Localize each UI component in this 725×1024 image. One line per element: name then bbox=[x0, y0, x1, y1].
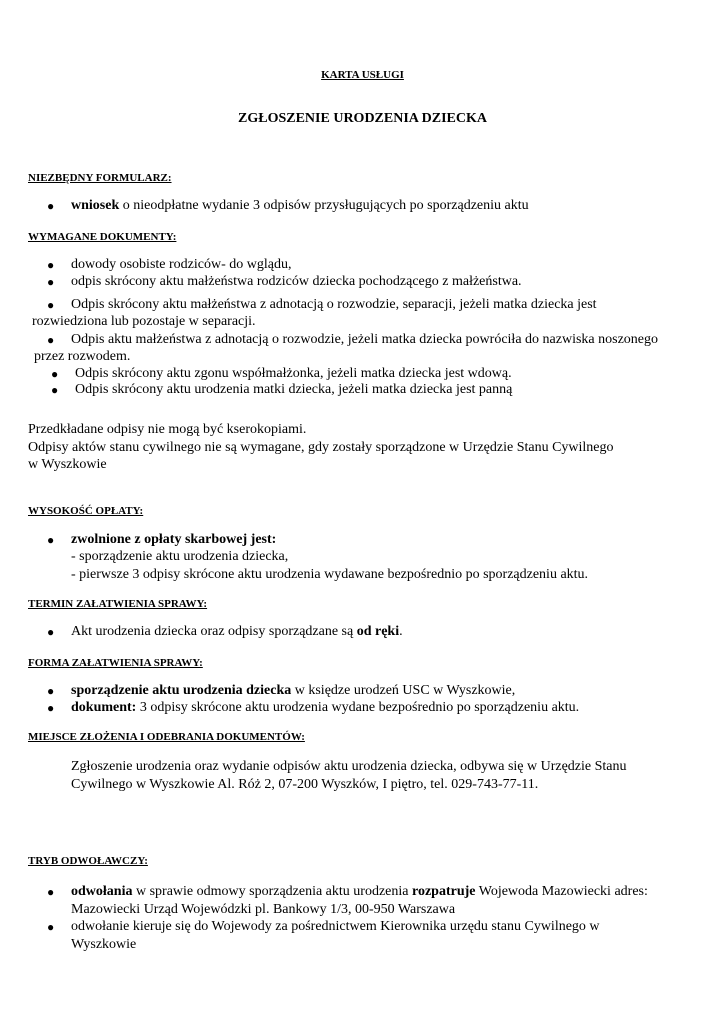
section-heading-fee: WYSOKOŚĆ OPŁATY: bbox=[28, 505, 144, 517]
bullet-icon: ● bbox=[47, 298, 55, 312]
section-heading-form-of-handling: FORMA ZAŁATWIENIA SPRAWY: bbox=[28, 657, 203, 669]
appeal-item-continuation: Wyszkowie bbox=[71, 937, 137, 952]
form-of-item-bold: dokument: bbox=[71, 700, 137, 715]
bullet-icon: ● bbox=[47, 333, 55, 347]
appeal-item-text: Wojewoda Mazowiecki adres: bbox=[475, 884, 648, 899]
place-line: Zgłoszenie urodzenia oraz wydanie odpisów aktu urodzenia dziecka, odbywa się w Urzędzie Stanu bbox=[71, 759, 627, 774]
appeal-item-text: w sprawie odmowy sporządzenia aktu urodzenia bbox=[132, 884, 412, 899]
fee-subitem: - pierwsze 3 odpisy skrócone aktu urodzenia wydawane bezpośrednio po sporządzeniu aktu. bbox=[71, 567, 589, 582]
form-of-item-bold: sporządzenie aktu urodzenia dziecka bbox=[71, 683, 292, 698]
bullet-icon: ● bbox=[47, 684, 55, 698]
document-title: ZGŁOSZENIE URODZENIA DZIECKA bbox=[238, 111, 487, 126]
section-heading-appeal: TRYB ODWOŁAWCZY: bbox=[28, 855, 148, 867]
form-item bbox=[71, 197, 529, 215]
fee-item bbox=[71, 531, 276, 549]
form-item-text: o nieodpłatne wydanie 3 odpisów przysługujących po sporządzeniu aktu bbox=[119, 198, 529, 213]
document-item: Odpis aktu małżeństwa z adnotacją o rozwodzie, jeżeli matka dziecka powróciła do nazwiska noszonego bbox=[71, 332, 658, 347]
deadline-item-bold: od ręki bbox=[356, 624, 400, 639]
document-item-continuation: przez rozwodem. bbox=[34, 349, 131, 364]
appeal-item bbox=[71, 883, 648, 901]
deadline-item-text: Akt urodzenia dziecka oraz odpisy sporządzane są bbox=[71, 624, 357, 639]
note-line: Przedkładane odpisy nie mogą być kserokopiami. bbox=[28, 422, 307, 437]
document-item: Odpis skrócony aktu zgonu współmałżonka, jeżeli matka dziecka jest wdową. bbox=[75, 366, 512, 381]
bullet-icon: ● bbox=[47, 701, 55, 715]
document-item: dowody osobiste rodziców- do wglądu, bbox=[71, 257, 292, 272]
document-item: Odpis skrócony aktu urodzenia matki dziecka, jeżeli matka dziecka jest panną bbox=[75, 382, 513, 397]
bullet-icon: ● bbox=[47, 275, 55, 289]
section-heading-deadline: TERMIN ZAŁATWIENIA SPRAWY: bbox=[28, 598, 208, 610]
document-item: Odpis skrócony aktu małżeństwa z adnotacją o rozwodzie, separacji, jeżeli matka dziecka jest bbox=[71, 297, 597, 312]
appeal-item-bold: rozpatruje bbox=[411, 884, 476, 899]
deadline-item-end: . bbox=[399, 624, 403, 639]
fee-subitem: - sporządzenie aktu urodzenia dziecka, bbox=[71, 549, 289, 564]
document-item-continuation: rozwiedziona lub pozostaje w separacji. bbox=[32, 314, 256, 329]
appeal-item-bold: odwołania bbox=[71, 884, 133, 899]
appeal-item: odwołanie kieruje się do Wojewody za pośrednictwem Kierownika urzędu stanu Cywilnego w bbox=[71, 919, 600, 934]
form-item-bold: wniosek bbox=[71, 198, 120, 213]
bullet-icon: ● bbox=[47, 258, 55, 272]
note-line: Odpisy aktów stanu cywilnego nie są wymagane, gdy zostały sporządzone w Urzędzie Stanu Cywilnego bbox=[28, 440, 614, 455]
section-heading-place: MIEJSCE ZŁOŻENIA I ODEBRANIA DOKUMENTÓW: bbox=[28, 731, 305, 743]
bullet-icon: ● bbox=[47, 920, 55, 934]
document-item: odpis skrócony aktu małżeństwa rodziców dziecka pochodzącego z małżeństwa. bbox=[71, 274, 522, 289]
form-of-item-text: w księdze urodzeń USC w Wyszkowie, bbox=[291, 683, 516, 698]
fee-item-bold: zwolnione z opłaty skarbowej jest: bbox=[71, 532, 277, 547]
bullet-icon: ● bbox=[51, 367, 59, 381]
section-heading-documents: WYMAGANE DOKUMENTY: bbox=[28, 231, 177, 243]
appeal-item-continuation: Mazowiecki Urząd Wojewódzki pl. Bankowy 1/3, 00-950 Warszawa bbox=[71, 902, 456, 917]
form-of-item bbox=[71, 699, 579, 717]
form-of-item bbox=[71, 682, 515, 700]
section-heading-form: NIEZBĘDNY FORMULARZ: bbox=[28, 172, 172, 184]
note-line: w Wyszkowie bbox=[28, 457, 107, 472]
document-kicker: KARTA USŁUGI bbox=[321, 69, 404, 81]
place-line: Cywilnego w Wyszkowie Al. Róż 2, 07-200 Wyszków, I piętro, tel. 029-743-77-11. bbox=[71, 777, 539, 792]
bullet-icon: ● bbox=[47, 199, 55, 213]
bullet-icon: ● bbox=[51, 383, 59, 397]
bullet-icon: ● bbox=[47, 885, 55, 899]
bullet-icon: ● bbox=[47, 533, 55, 547]
bullet-icon: ● bbox=[47, 625, 55, 639]
deadline-item bbox=[71, 623, 403, 641]
form-of-item-text: 3 odpisy skrócone aktu urodzenia wydane bezpośrednio po sporządzeniu aktu. bbox=[136, 700, 580, 715]
